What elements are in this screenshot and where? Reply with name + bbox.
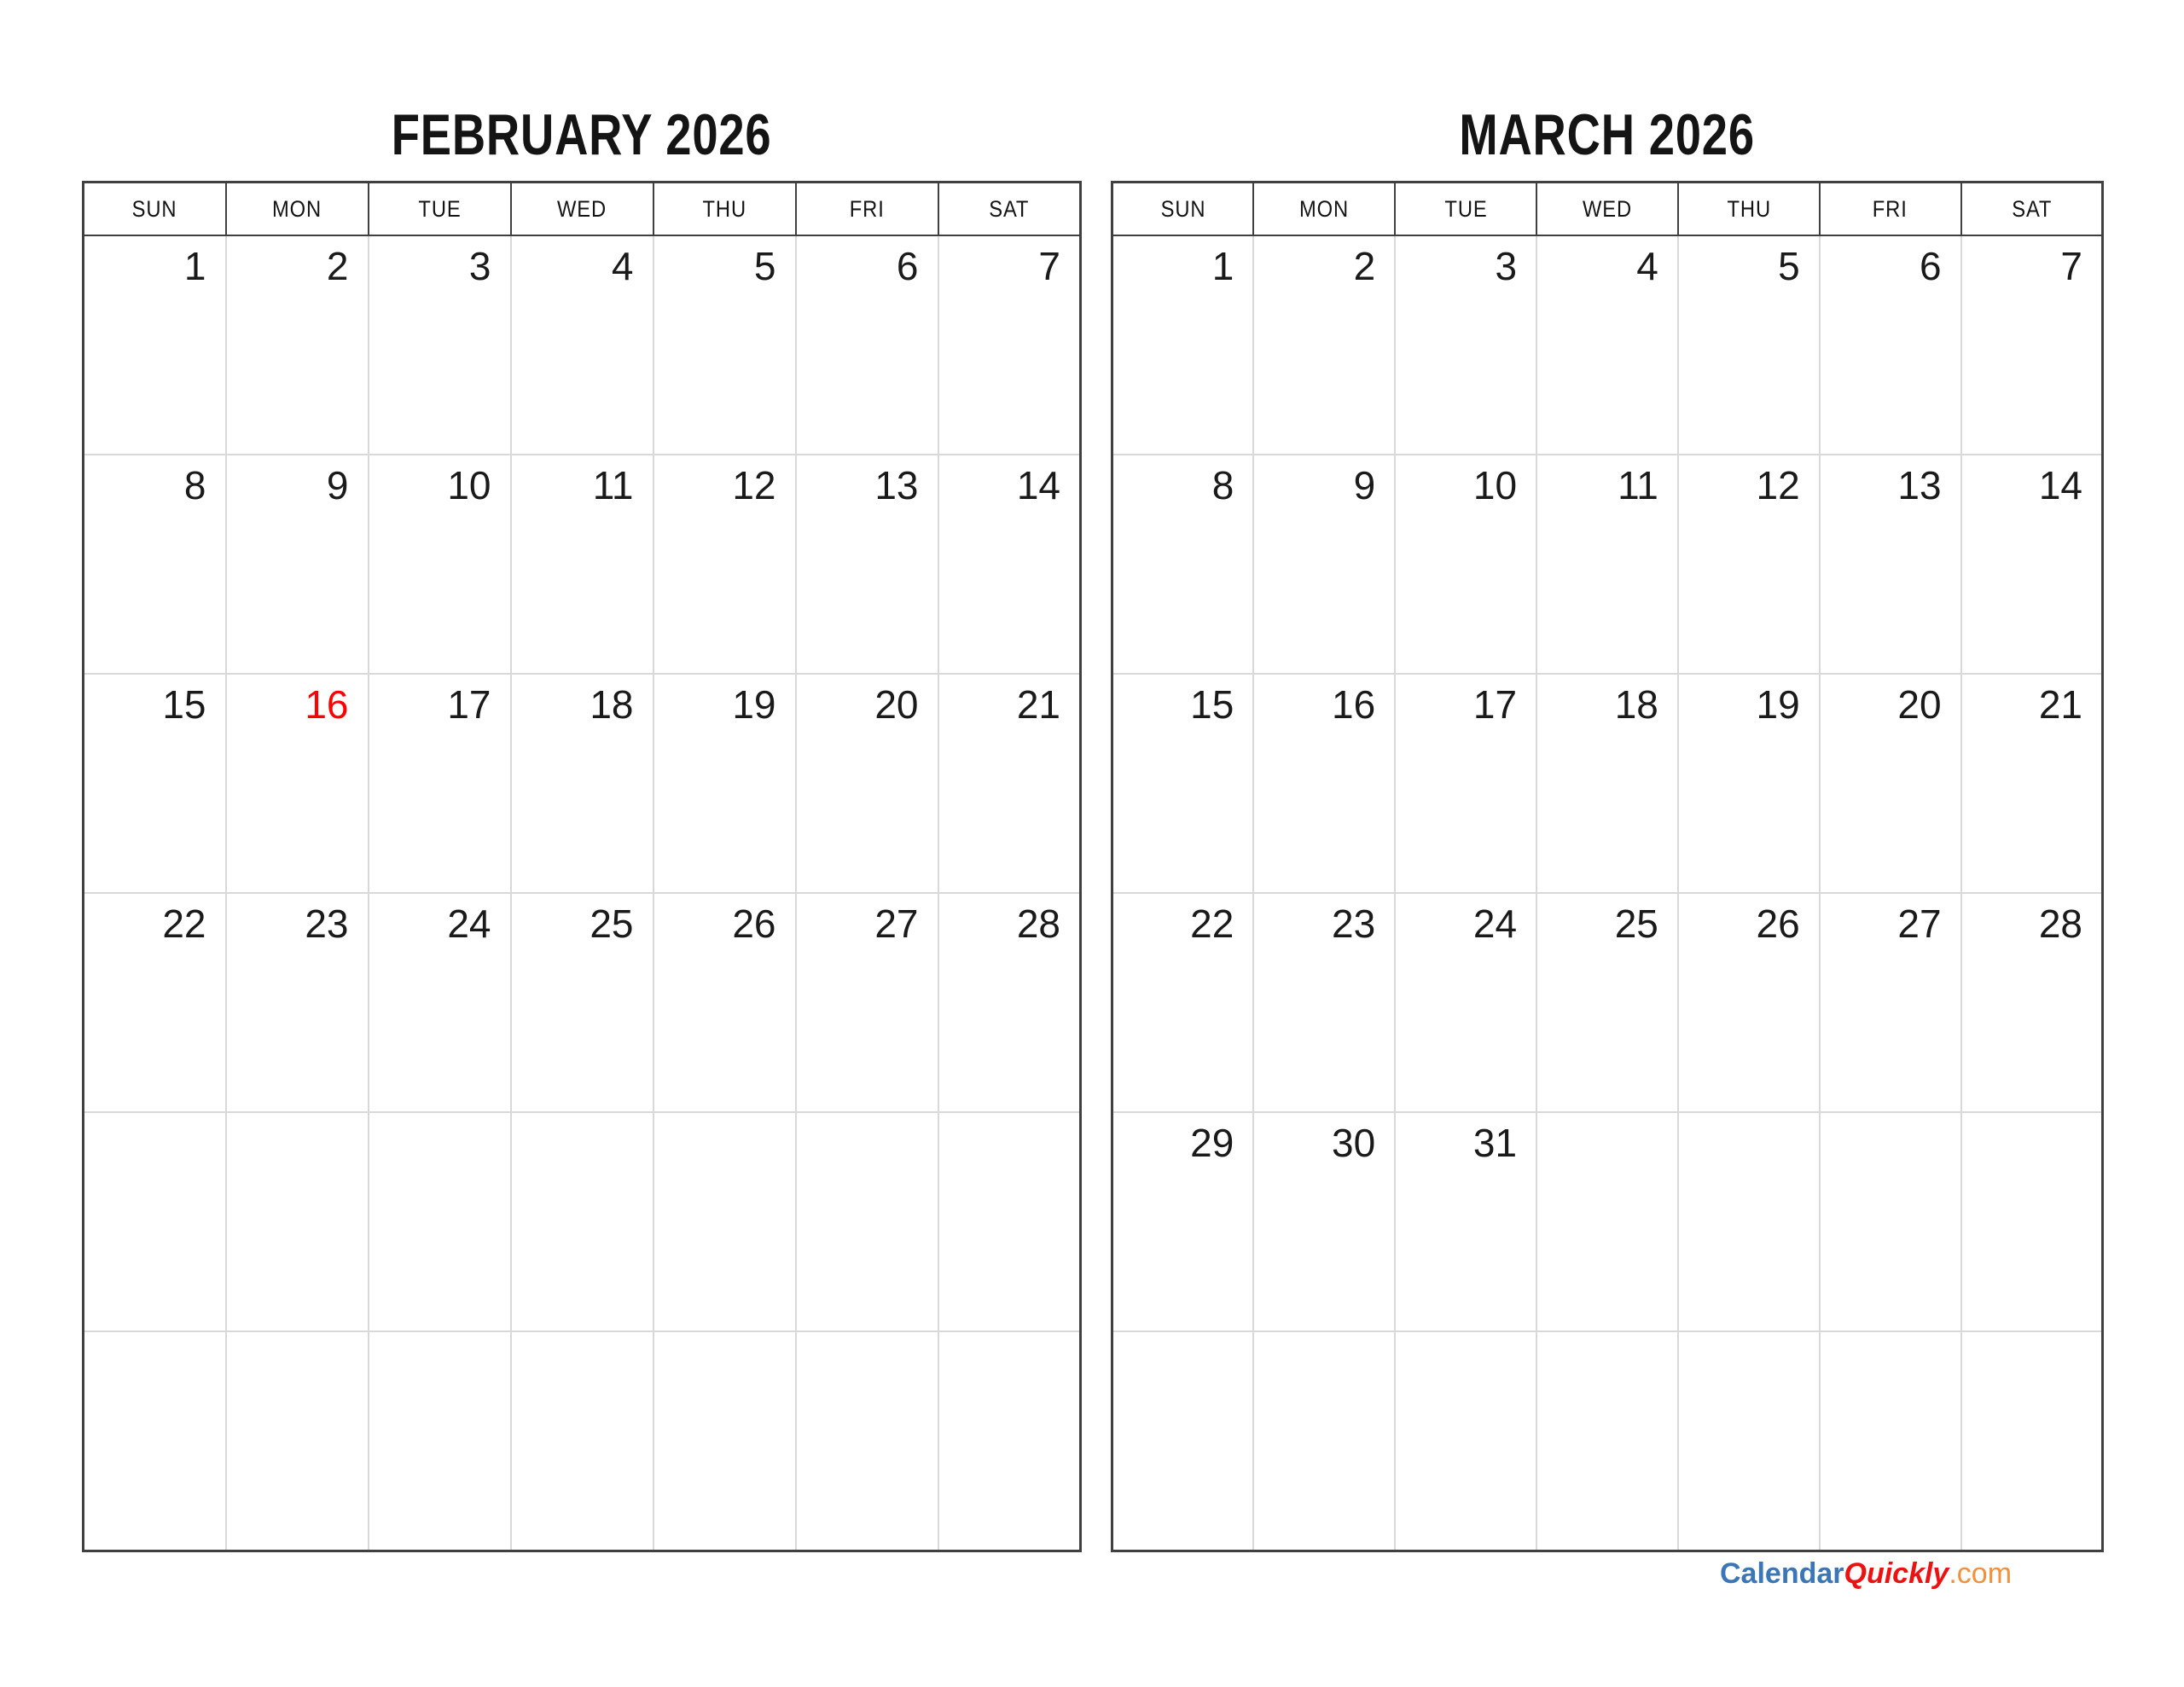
weekday-header-row — [1112, 183, 2103, 236]
day-cell: 1 — [1112, 235, 1254, 455]
weekday-header-label: WED — [556, 195, 607, 222]
empty-day-cell — [369, 1331, 511, 1551]
day-cell: 28 — [1961, 893, 2103, 1112]
week-row — [1112, 1112, 2103, 1331]
day-cell: 20 — [1820, 674, 1961, 893]
weekday-header-label: MON — [1299, 195, 1350, 222]
day-cell: 22 — [84, 893, 226, 1112]
empty-day-cell — [369, 1112, 511, 1331]
day-cell: 23 — [1253, 893, 1395, 1112]
empty-day-cell — [1820, 1331, 1961, 1551]
day-cell: 7 — [938, 235, 1081, 455]
empty-day-cell — [653, 1112, 796, 1331]
week-row — [1112, 674, 2103, 893]
weekday-header-label: SAT — [2011, 195, 2052, 222]
day-cell: 26 — [653, 893, 796, 1112]
day-cell: 19 — [653, 674, 796, 893]
day-cell: 22 — [1112, 893, 1254, 1112]
day-cell: 14 — [938, 455, 1081, 674]
day-cell: 4 — [511, 235, 653, 455]
empty-day-cell — [1678, 1331, 1820, 1551]
day-cell: 1 — [84, 235, 226, 455]
day-cell: 3 — [369, 235, 511, 455]
day-cell: 9 — [1253, 455, 1395, 674]
day-cell: 30 — [1253, 1112, 1395, 1331]
weekday-header-label: THU — [702, 195, 746, 222]
empty-day-cell — [1820, 1112, 1961, 1331]
weekday-header-label: FRI — [849, 195, 885, 222]
calendar-february-2026 — [82, 89, 1082, 1552]
day-cell: 2 — [226, 235, 369, 455]
day-cell: 24 — [369, 893, 511, 1112]
day-cell: 8 — [1112, 455, 1254, 674]
weekday-header — [226, 183, 369, 236]
empty-day-cell — [226, 1112, 369, 1331]
day-cell: 16 — [226, 674, 369, 893]
weekday-header-label: FRI — [1873, 195, 1908, 222]
empty-day-cell — [1536, 1331, 1678, 1551]
weekday-header-label: TUE — [1444, 195, 1488, 222]
day-cell: 21 — [938, 674, 1081, 893]
empty-day-cell — [1395, 1331, 1536, 1551]
weekday-header-label: WED — [1582, 195, 1632, 222]
weekday-header — [1536, 183, 1678, 236]
empty-day-cell — [1253, 1331, 1395, 1551]
empty-day-cell — [511, 1331, 653, 1551]
day-cell: 21 — [1961, 674, 2103, 893]
day-cell: 28 — [938, 893, 1081, 1112]
brand-logo — [1720, 1557, 2012, 1591]
empty-day-cell — [1961, 1331, 2103, 1551]
week-row — [1112, 1331, 2103, 1551]
day-cell: 11 — [511, 455, 653, 674]
day-cell: 13 — [796, 455, 938, 674]
weekday-header-row — [84, 183, 1081, 236]
week-row — [84, 893, 1081, 1112]
empty-day-cell — [1678, 1112, 1820, 1331]
day-cell: 9 — [226, 455, 369, 674]
day-cell: 5 — [1678, 235, 1820, 455]
month-title — [1111, 89, 2104, 181]
day-cell: 17 — [1395, 674, 1536, 893]
empty-day-cell — [84, 1112, 226, 1331]
day-cell: 12 — [1678, 455, 1820, 674]
day-cell: 15 — [1112, 674, 1254, 893]
week-row — [84, 1331, 1081, 1551]
day-cell: 20 — [796, 674, 938, 893]
day-cell: 11 — [1536, 455, 1678, 674]
weekday-header-label: THU — [1727, 195, 1771, 222]
weekday-header — [653, 183, 796, 236]
weekday-header — [796, 183, 938, 236]
empty-day-cell — [84, 1331, 226, 1551]
weekday-header-label: MON — [271, 195, 322, 222]
week-row — [1112, 893, 2103, 1112]
weekday-header — [1395, 183, 1536, 236]
day-cell: 6 — [796, 235, 938, 455]
week-row — [84, 235, 1081, 455]
brand-logo-quickly: Quickly — [1844, 1557, 1949, 1590]
day-cell: 10 — [369, 455, 511, 674]
week-row — [84, 674, 1081, 893]
weekday-header — [1253, 183, 1395, 236]
day-cell: 17 — [369, 674, 511, 893]
empty-day-cell — [796, 1112, 938, 1331]
day-cell: 3 — [1395, 235, 1536, 455]
empty-day-cell — [938, 1112, 1081, 1331]
day-cell: 15 — [84, 674, 226, 893]
day-cell: 4 — [1536, 235, 1678, 455]
week-row — [1112, 455, 2103, 674]
empty-day-cell — [226, 1331, 369, 1551]
day-cell: 8 — [84, 455, 226, 674]
day-cell: 29 — [1112, 1112, 1254, 1331]
day-cell: 18 — [1536, 674, 1678, 893]
day-cell: 27 — [796, 893, 938, 1112]
day-cell: 16 — [1253, 674, 1395, 893]
week-row — [1112, 235, 2103, 455]
day-cell: 10 — [1395, 455, 1536, 674]
empty-day-cell — [511, 1112, 653, 1331]
weekday-header — [1820, 183, 1961, 236]
day-cell: 31 — [1395, 1112, 1536, 1331]
month-title-text: FEBRUARY 2026 — [392, 102, 772, 167]
month-title-text: MARCH 2026 — [1459, 102, 1756, 167]
empty-day-cell — [653, 1331, 796, 1551]
weekday-header — [938, 183, 1081, 236]
empty-day-cell — [796, 1331, 938, 1551]
weekday-header-label: SAT — [989, 195, 1030, 222]
day-cell: 18 — [511, 674, 653, 893]
day-cell: 6 — [1820, 235, 1961, 455]
week-row — [84, 455, 1081, 674]
day-cell: 19 — [1678, 674, 1820, 893]
weekday-header-label: SUN — [1160, 195, 1206, 222]
day-cell: 5 — [653, 235, 796, 455]
weekday-header — [1961, 183, 2103, 236]
calendar-march-2026 — [1111, 89, 2104, 1552]
day-cell: 24 — [1395, 893, 1536, 1112]
day-cell: 14 — [1961, 455, 2103, 674]
weekday-header-label: TUE — [417, 195, 462, 222]
day-cell: 13 — [1820, 455, 1961, 674]
weekday-header — [84, 183, 226, 236]
day-cell: 12 — [653, 455, 796, 674]
week-row — [84, 1112, 1081, 1331]
day-cell: 7 — [1961, 235, 2103, 455]
brand-logo-domain: .com — [1949, 1557, 2013, 1590]
day-cell: 25 — [511, 893, 653, 1112]
empty-day-cell — [938, 1331, 1081, 1551]
weekday-header — [1112, 183, 1254, 236]
weekday-header-label: SUN — [131, 195, 177, 222]
month-title — [82, 89, 1082, 181]
month-grid — [1111, 181, 2104, 1552]
empty-day-cell — [1112, 1331, 1254, 1551]
day-cell: 25 — [1536, 893, 1678, 1112]
day-cell: 26 — [1678, 893, 1820, 1112]
empty-day-cell — [1536, 1112, 1678, 1331]
day-cell: 27 — [1820, 893, 1961, 1112]
day-cell: 2 — [1253, 235, 1395, 455]
month-grid — [82, 181, 1082, 1552]
empty-day-cell — [1961, 1112, 2103, 1331]
weekday-header — [1678, 183, 1820, 236]
weekday-header — [369, 183, 511, 236]
weekday-header — [511, 183, 653, 236]
day-cell: 23 — [226, 893, 369, 1112]
brand-logo-calendar: Calendar — [1720, 1557, 1844, 1590]
